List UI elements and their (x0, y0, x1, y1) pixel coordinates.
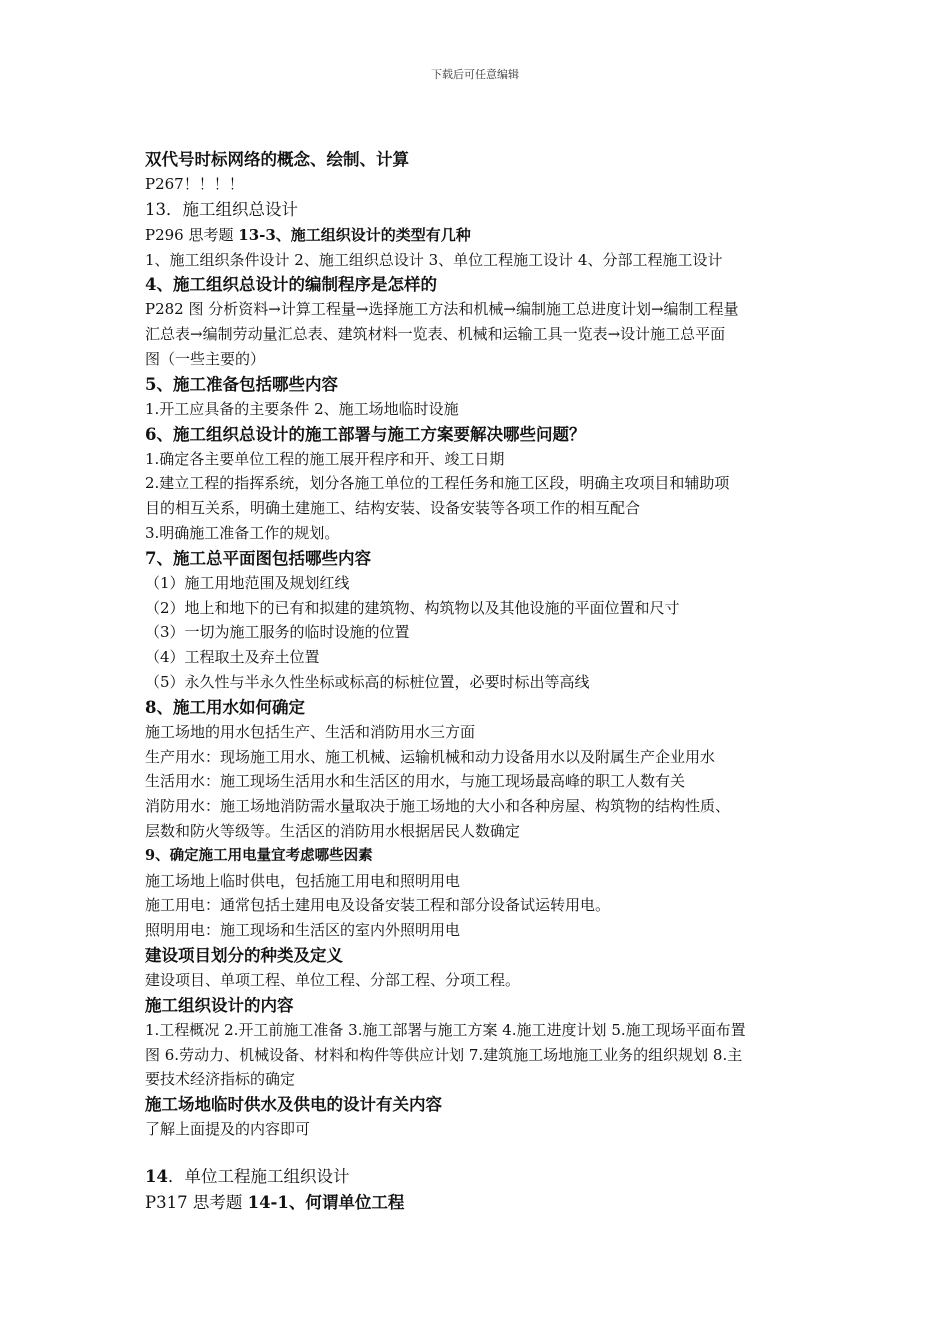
section-number: 14 (145, 1166, 168, 1186)
answer-text: 照明用电：施工现场和生活区的室内外照明用电 (145, 921, 461, 940)
answer-text: 1.确定各主要单位工程的施工展开程序和开、竣工日期 (145, 449, 505, 468)
answer-text: 2.建立工程的指挥系统，划分各施工单位的工程任务和施工区段，明确主攻项目和辅助项 (145, 474, 730, 493)
answer-text: 3.明确施工准备工作的规划。 (145, 523, 340, 542)
question-text: 14-1、何谓单位工程 (247, 1192, 405, 1212)
answer-text: 消防用水：施工场地消防需水量取决于施工场地的大小和各种房屋、构筑物的结构性质、 (145, 797, 731, 816)
question-7: 7、施工总平面图包括哪些内容 (145, 548, 371, 568)
answer-text: 了解上面提及的内容即可 (145, 1120, 311, 1139)
page-ref-267: P267！！！！ (145, 175, 244, 193)
answer-text: 1.工程概况 2.开工前施工准备 3.施工部署与施工方案 4.施工进度计划 5.施工现场平面布置 (145, 1020, 746, 1039)
answer-text: 建设项目、单项工程、单位工程、分部工程、分项工程。 (145, 970, 521, 989)
answer-text: 施工用电：通常包括土建用电及设备安装工程和部分设备试运转用电。 (145, 896, 611, 915)
question-14-1 (145, 1190, 815, 1216)
question-4: 4、施工组织总设计的编制程序是怎样的 (145, 275, 437, 295)
question-prefix: P296 思考题 (145, 225, 239, 244)
answer-text: 施工场地的用水包括生产、生活和消防用水三方面 (145, 722, 476, 741)
question-text: 13-3、施工组织设计的类型有几种 (238, 225, 471, 244)
list-item: （2）地上和地下的已有和拟建的建筑物、构筑物以及其他设施的平面位置和尺寸 (145, 598, 680, 617)
answer-text: 图（一些主要的） (145, 349, 266, 368)
section-13-title: 13．施工组织总设计 (145, 199, 298, 219)
answer-text: 图 6.劳动力、机械设备、材料和构件等供应计划 7.建筑施工场地施工业务的组织规划 8.主 (145, 1045, 743, 1064)
list-item: （5）永久性与半永久性坐标或标高的标桩位置，必要时标出等高线 (145, 672, 590, 691)
page-header: 下载后可任意编辑 (431, 68, 519, 81)
question-5: 5、施工准备包括哪些内容 (145, 374, 338, 394)
section-title-text: ．单位工程施工组织设计 (167, 1166, 350, 1186)
answer-text: 层数和防火等级等。生活区的消防用水根据居民人数确定 (145, 821, 521, 840)
blank-line (145, 1142, 815, 1164)
section-14-title (145, 1164, 815, 1190)
answer-text: 生产用水：现场施工用水、施工机械、运输机械和动力设备用水以及附属生产企业用水 (145, 747, 716, 766)
heading-temporary-water-power: 施工场地临时供水及供电的设计有关内容 (145, 1095, 442, 1115)
list-item: （4）工程取土及弃土位置 (145, 648, 320, 667)
answer-text: 汇总表→编制劳动量汇总表、建筑材料一览表、机械和运输工具一览表→设计施工总平面 (145, 325, 726, 344)
question-6: 6、施工组织总设计的施工部署与施工方案要解决哪些问题？ (145, 424, 586, 444)
heading-design-contents: 施工组织设计的内容 (145, 995, 294, 1015)
list-item: （3）一切为施工服务的临时设施的位置 (145, 623, 410, 642)
list-item: （1）施工用地范围及规划红线 (145, 573, 350, 592)
answer-text: 生活用水：施工现场生活用水和生活区的用水，与施工现场最高峰的职工人数有关 (145, 772, 686, 791)
question-prefix: P317 思考题 (145, 1192, 248, 1212)
heading-double-code-network: 双代号时标网络的概念、绘制、计算 (145, 150, 409, 169)
document-body (145, 147, 815, 1216)
heading-project-division: 建设项目划分的种类及定义 (145, 945, 343, 965)
question-9: 9、确定施工用电量宜考虑哪些因素 (145, 846, 373, 864)
answer-text: 施工场地上临时供电，包括施工用电和照明用电 (145, 871, 461, 890)
answer-text: 目的相互关系，明确土建施工、结构安装、设备安装等各项工作的相互配合 (145, 499, 641, 518)
answer-text: P282 图 分析资料→计算工程量→选择施工方法和机械→编制施工总进度计划→编制工程量 (145, 300, 739, 319)
answer-text: 1、施工组织条件设计 2、施工组织总设计 3、单位工程施工设计 4、分部工程施工设计 (145, 250, 723, 269)
answer-text: 要技术经济指标的确定 (145, 1070, 296, 1089)
question-13-3 (145, 223, 815, 248)
question-8: 8、施工用水如何确定 (145, 697, 305, 717)
answer-text: 1.开工应具备的主要条件 2、施工场地临时设施 (145, 399, 459, 418)
